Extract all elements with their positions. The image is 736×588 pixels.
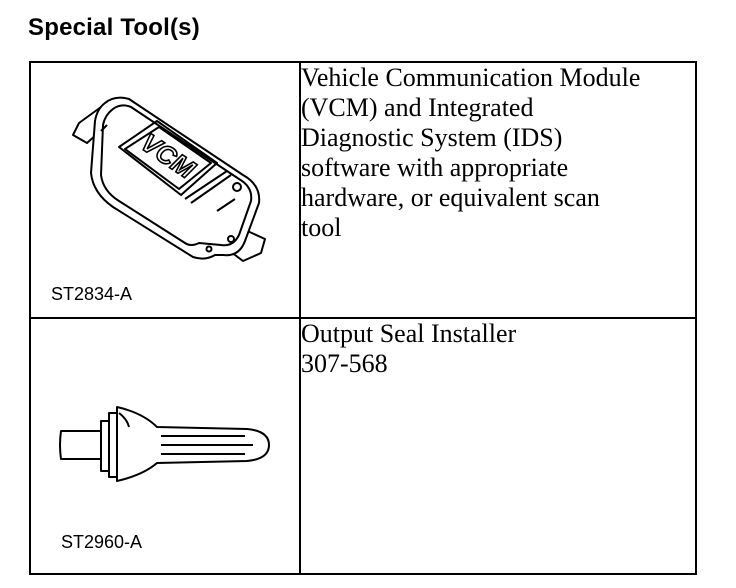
illustration-code: ST2960-A — [61, 532, 143, 552]
tool-description — [300, 318, 696, 574]
description-line: software with appropriate — [301, 153, 569, 182]
tool-illustration-cell — [30, 318, 300, 574]
description-line: tool — [301, 213, 342, 242]
illustration-code: ST2834-A — [51, 284, 133, 304]
vcm-module-icon — [67, 91, 277, 271]
vcm-label: VCM — [135, 127, 201, 185]
page-title: Special Tool(s) — [28, 14, 200, 41]
tool-row-seal-installer — [30, 318, 696, 574]
seal-installer-icon — [57, 383, 277, 483]
tool-row-vcm — [30, 62, 696, 318]
description-line: 307-568 — [301, 349, 388, 378]
tool-description — [300, 62, 696, 318]
special-tools-table — [29, 61, 697, 575]
description-line: Vehicle Communication Module — [301, 63, 641, 92]
description-line: (VCM) and Integrated — [301, 93, 534, 122]
description-line: Output Seal Installer — [301, 319, 517, 348]
tool-illustration-cell — [30, 62, 300, 318]
description-line: hardware, or equivalent scan — [301, 183, 600, 212]
description-line: Diagnostic System (IDS) — [301, 123, 563, 152]
